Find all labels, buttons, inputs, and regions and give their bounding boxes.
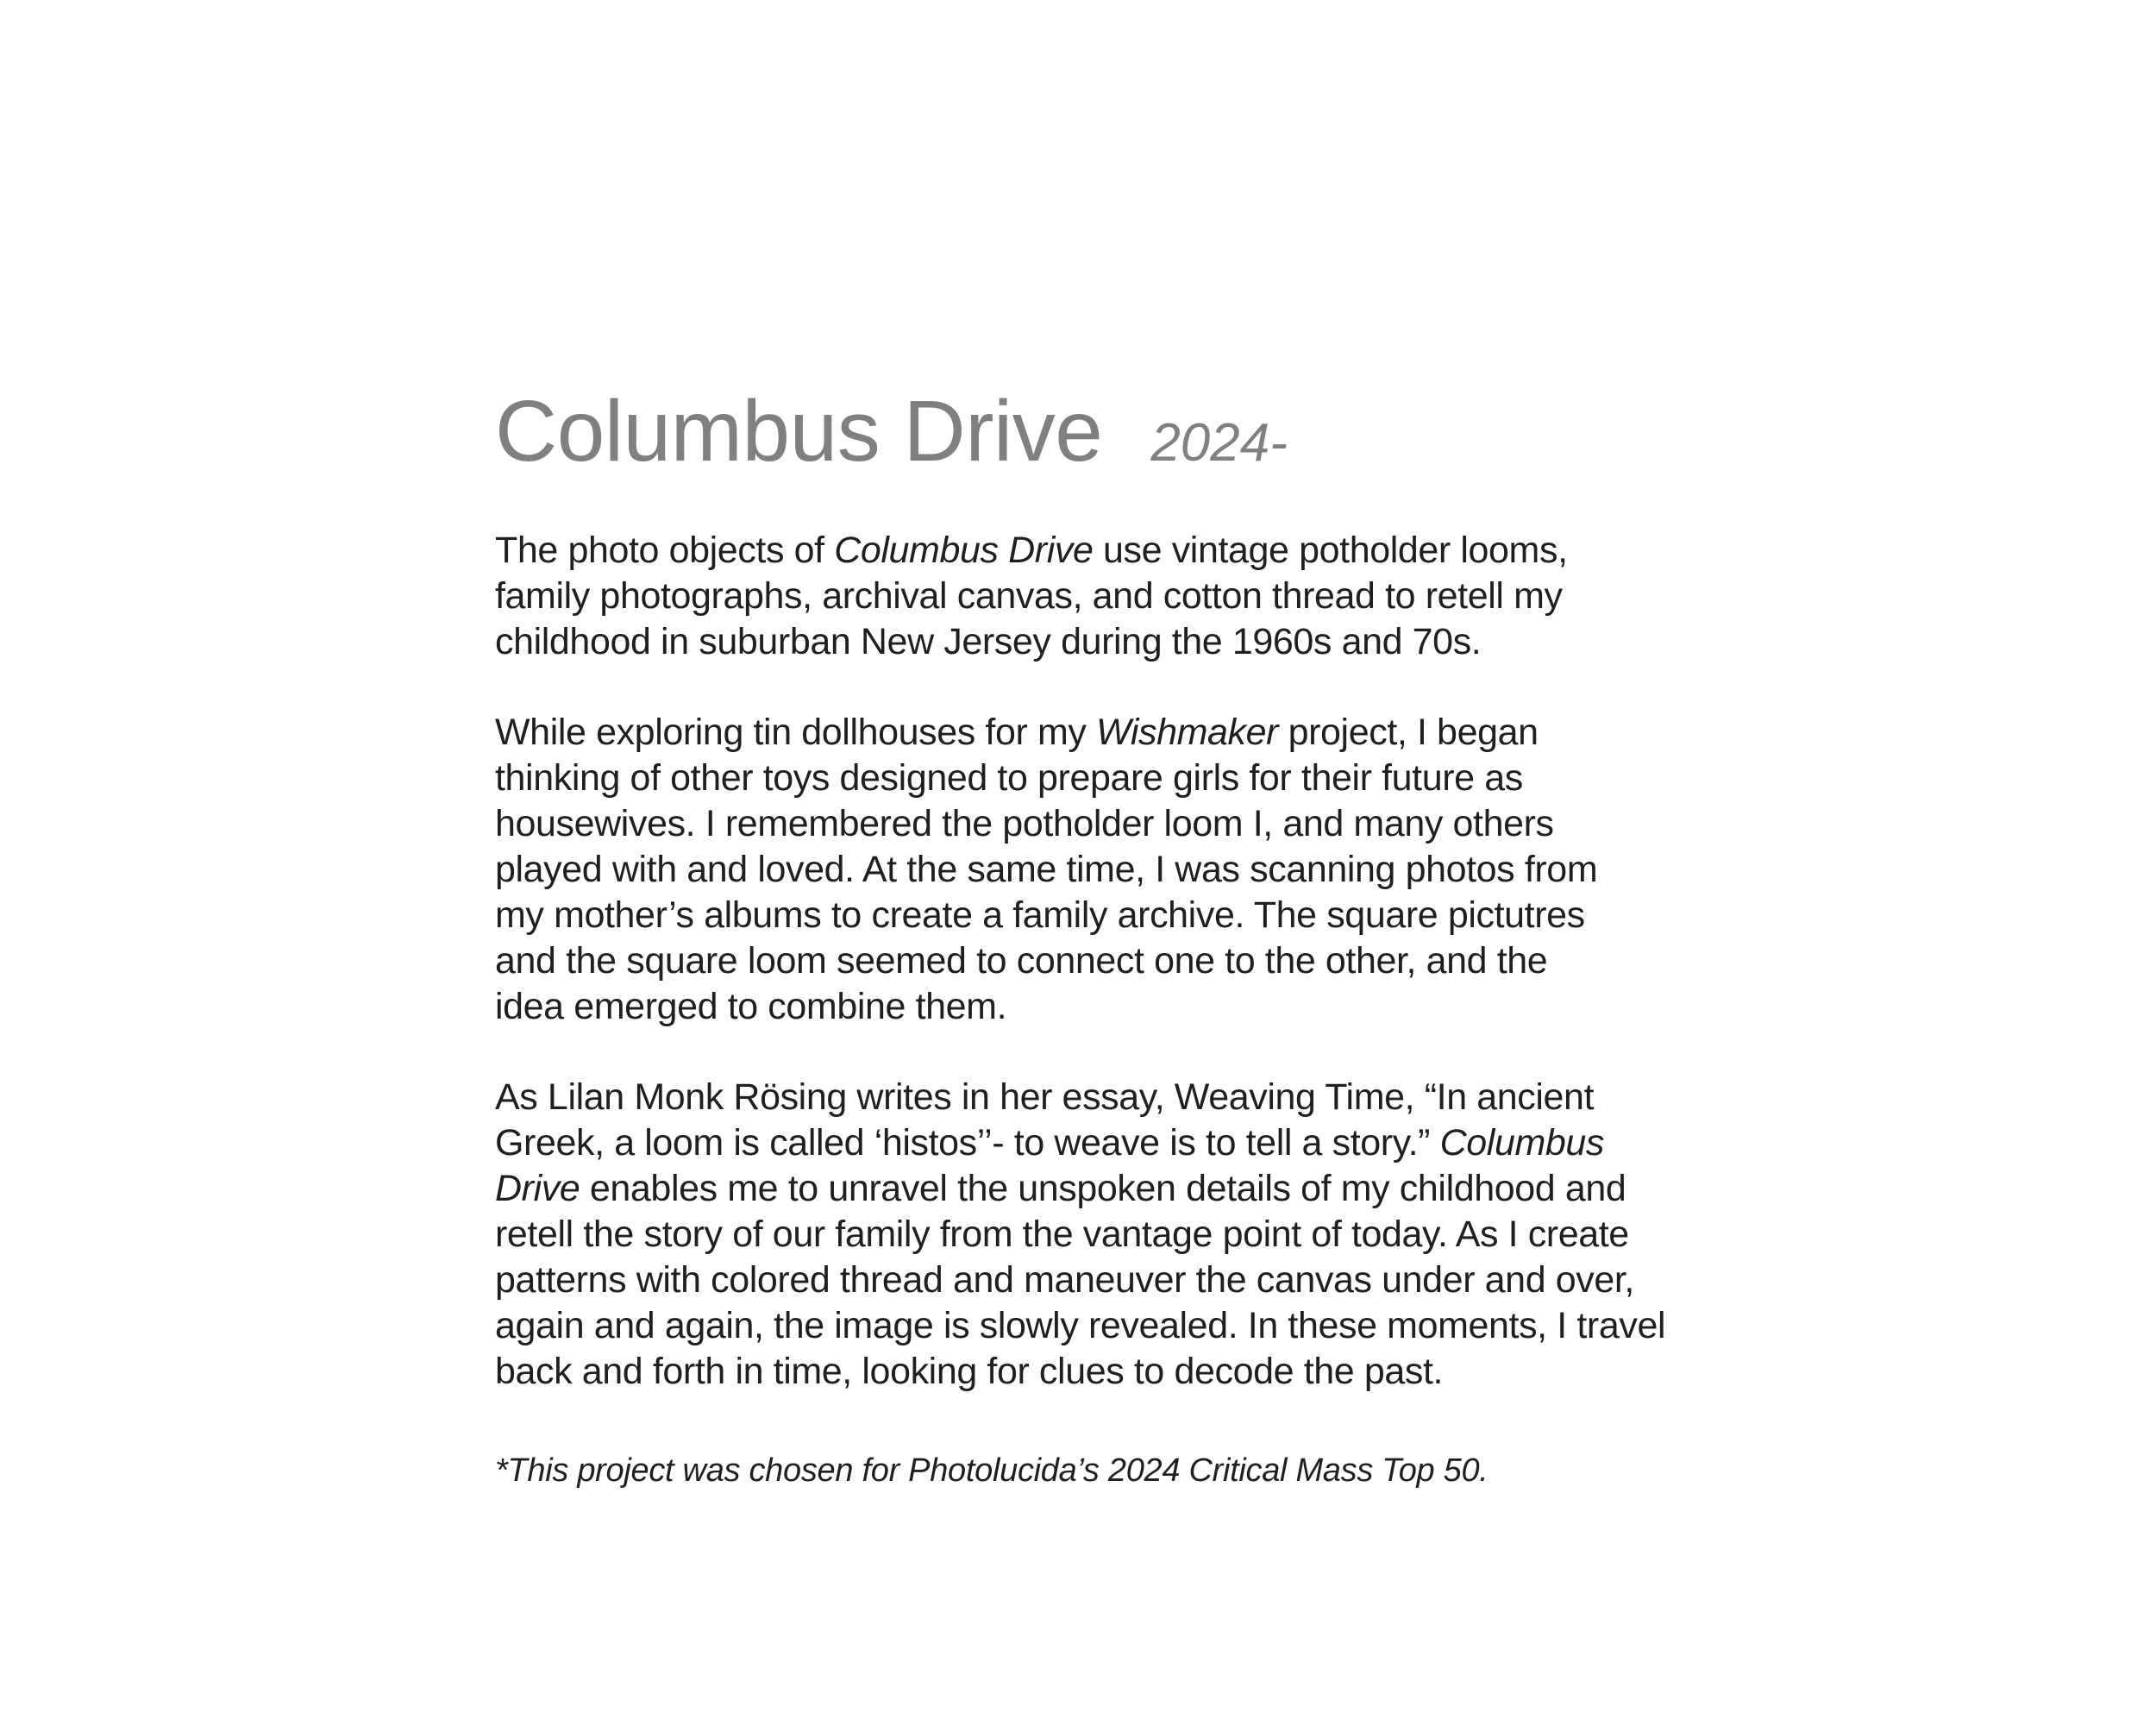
text-line: idea emerged to combine them. bbox=[495, 986, 1007, 1027]
project-year: 2024- bbox=[1150, 413, 1288, 473]
text-line: As Lilan Monk Rösing writes in her essay, Weaving Time, “In ancient bbox=[495, 1076, 1595, 1118]
text-line: thinking of other toys designed to prepare girls for their future as bbox=[495, 757, 1523, 799]
text-segment: use vintage potholder looms, bbox=[1093, 530, 1568, 571]
text-line bbox=[495, 1120, 1771, 1166]
text-line: housewives. I remembered the potholder loom I, and many others bbox=[495, 803, 1554, 844]
italic-title: Drive bbox=[495, 1168, 580, 1209]
text-line: patterns with colored thread and maneuver the canvas under and over, bbox=[495, 1259, 1634, 1301]
text-line bbox=[495, 1166, 1771, 1212]
statement-content bbox=[495, 380, 1771, 1491]
italic-title: Columbus bbox=[1439, 1122, 1605, 1164]
title-row bbox=[495, 380, 1771, 483]
text-line: family photographs, archival canvas, and cotton thread to retell my bbox=[495, 575, 1563, 617]
text-line: my mother’s albums to create a family archive. The square pictutres bbox=[495, 894, 1585, 936]
text-line bbox=[495, 710, 1771, 756]
text-line bbox=[495, 528, 1771, 574]
text-line: again and again, the image is slowly revealed. In these moments, I travel bbox=[495, 1305, 1666, 1346]
text-line: back and forth in time, looking for clues to decode the past. bbox=[495, 1351, 1444, 1392]
page-title: Columbus Drive bbox=[495, 383, 1103, 480]
text-line: childhood in suburban New Jersey during the 1960s and 70s. bbox=[495, 621, 1482, 662]
italic-title: Columbus Drive bbox=[834, 530, 1094, 571]
text-segment: The photo objects of bbox=[495, 530, 835, 571]
paragraph-meaning bbox=[495, 1075, 1771, 1395]
italic-title: Wishmaker bbox=[1096, 712, 1279, 753]
paragraph-origin bbox=[495, 710, 1771, 1030]
text-segment: project, I began bbox=[1278, 712, 1539, 753]
text-line: retell the story of our family from the vantage point of today. As I create bbox=[495, 1214, 1629, 1255]
text-segment: enables me to unravel the unspoken details of my childhood and bbox=[580, 1168, 1626, 1209]
text-line: and the square loom seemed to connect one to the other, and the bbox=[495, 940, 1548, 982]
text-line: played with and loved. At the same time, I was scanning photos from bbox=[495, 849, 1598, 890]
paragraph-intro bbox=[495, 528, 1771, 665]
award-note: *This project was chosen for Photolucida’s 2024 Critical Mass Top 50. bbox=[495, 1452, 1489, 1489]
text-segment: Greek, a loom is called ‘histos’’- to weave is to tell a story.” bbox=[495, 1122, 1440, 1164]
text-segment: While exploring tin dollhouses for my bbox=[495, 712, 1097, 753]
